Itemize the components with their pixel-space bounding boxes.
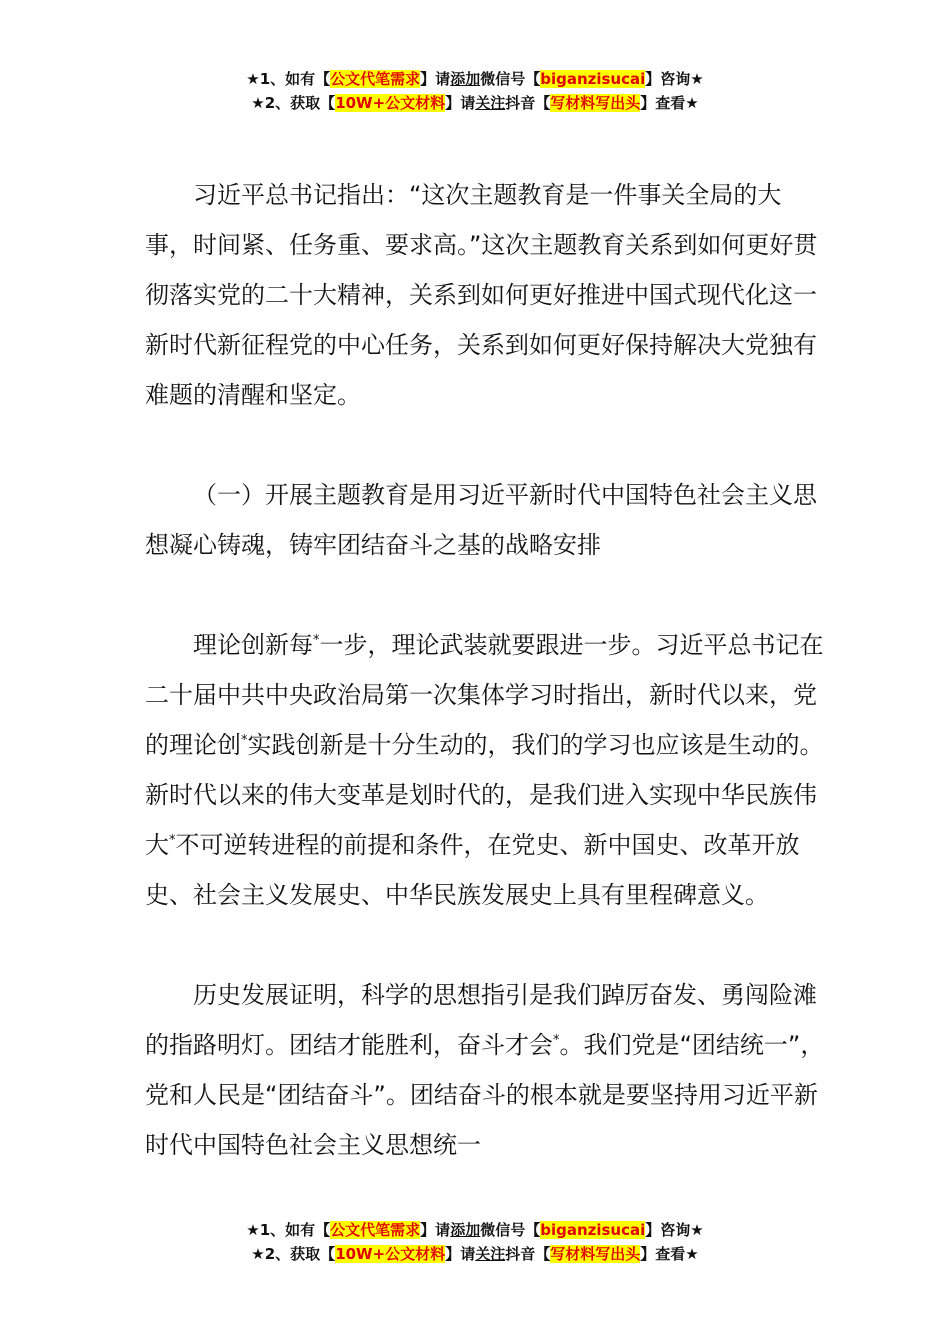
header-text: ★1、如有【 <box>246 70 331 88</box>
paragraph-4 <box>145 970 825 1170</box>
footer-banner <box>0 1218 950 1266</box>
header-line-1 <box>0 67 950 91</box>
footer-text: ★2、获取【 <box>251 1245 336 1263</box>
omission-mark: * <box>241 733 248 748</box>
omission-mark: * <box>553 1033 560 1048</box>
highlight-service: 公文代笔需求 <box>330 70 421 88</box>
header-text: 】查看★ <box>640 94 699 112</box>
footer-text: 】请 <box>420 1221 451 1239</box>
omission-mark: * <box>169 833 176 848</box>
header-banner <box>0 67 950 115</box>
omission-mark: * <box>313 633 320 648</box>
header-text: 】咨询★ <box>645 70 704 88</box>
header-text: 添加 <box>450 70 481 88</box>
highlight-materials: 10W+公文材料 <box>335 1245 446 1263</box>
header-text: 微信号【 <box>480 70 541 88</box>
footer-text: 关注 <box>475 1245 506 1263</box>
highlight-wechat-id: biganzisucai <box>540 70 646 88</box>
text-run: 历史发展证明，科学的思想指引是我们踔厉奋发、勇闯险滩的指路明灯。团结才能胜利，奋斗才会 <box>145 981 817 1059</box>
footer-text: ★1、如有【 <box>246 1221 331 1239</box>
footer-text: 】请 <box>445 1245 476 1263</box>
text-run: 实践创新是十分生动的，我们的学习也应该是生动的。新时代以来的伟大变革是划时代的，是我们进入实现中华民族伟大 <box>145 731 824 859</box>
footer-line-2 <box>0 1242 950 1266</box>
highlight-wechat-id: biganzisucai <box>540 1221 646 1239</box>
text-run: 。我们党是“团结统一”，党和人民是“团结奋斗”。团结奋斗的根本就是要坚持用习近平新时代中国特色社会主义思想统一 <box>145 1031 825 1159</box>
header-line-2 <box>0 91 950 115</box>
document-body <box>145 170 825 1170</box>
highlight-service: 公文代笔需求 <box>330 1221 421 1239</box>
footer-text: 微信号【 <box>480 1221 541 1239</box>
header-text: 关注 <box>475 94 506 112</box>
footer-line-1 <box>0 1218 950 1242</box>
header-text: ★2、获取【 <box>251 94 336 112</box>
section-heading: （一）开展主题教育是用习近平新时代中国特色社会主义思想凝心铸魂，铸牢团结奋斗之基的战略安排 <box>145 481 817 559</box>
header-text: 抖音【 <box>505 94 551 112</box>
footer-text: 】查看★ <box>640 1245 699 1263</box>
text-run: 理论创新每 <box>193 631 313 659</box>
highlight-materials: 10W+公文材料 <box>335 94 446 112</box>
footer-text: 】咨询★ <box>645 1221 704 1239</box>
highlight-douyin: 写材料写出头 <box>550 94 641 112</box>
text-run: 不可逆转进程的前提和条件，在党史、新中国史、改革开放史、社会主义发展史、中华民族发展史上具有里程碑意义。 <box>145 831 800 909</box>
highlight-douyin: 写材料写出头 <box>550 1245 641 1263</box>
footer-text: 添加 <box>450 1221 481 1239</box>
text-run: 一步，理论武装就要跟进一步。习近平总书记在二十届中共中央政治局第一次集体学习时指出，新时代以来，党的理论创 <box>145 631 824 759</box>
paragraph-3 <box>145 620 825 920</box>
header-text: 】请 <box>445 94 476 112</box>
header-text: 】请 <box>420 70 451 88</box>
footer-text: 抖音【 <box>505 1245 551 1263</box>
paragraph-1: 习近平总书记指出：“这次主题教育是一件事关全局的大事，时间紧、任务重、要求高。”这次主题教育关系到如何更好贯彻落实党的二十大精神，关系到如何更好推进中国式现代化这一新时代新征程党的中心任务，关系到如何更好保持解决大党独有难题的清醒和坚定。 <box>145 181 818 409</box>
